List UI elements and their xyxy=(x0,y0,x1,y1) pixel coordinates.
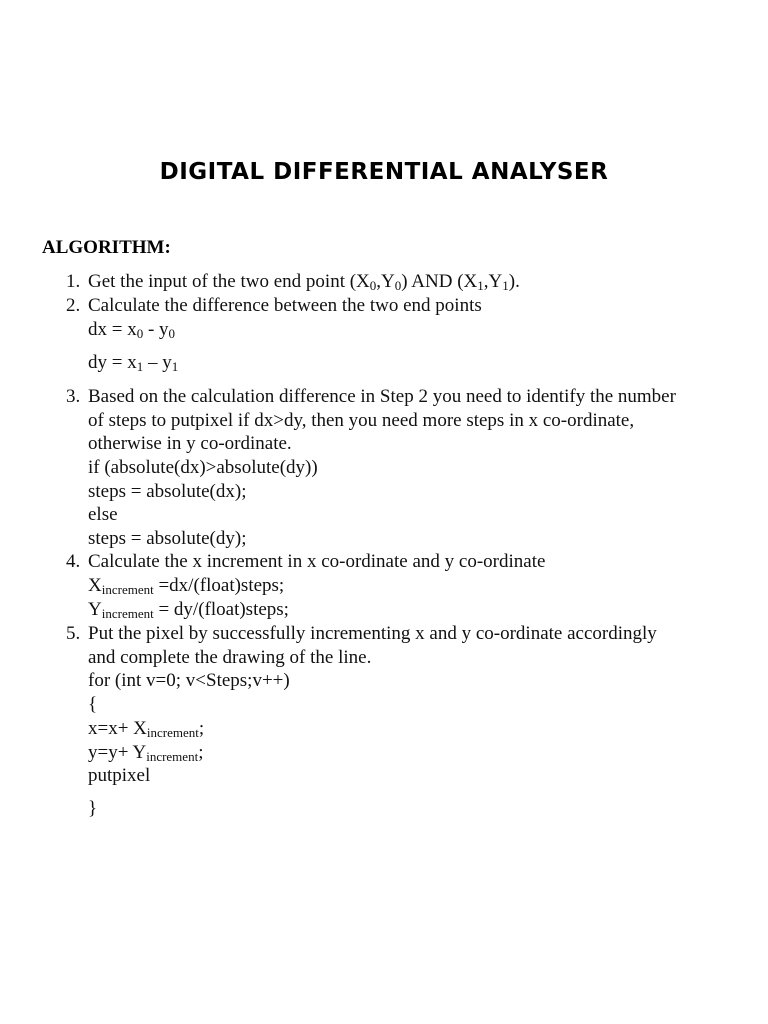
step-4-x-increment: $X_{increment}$ =dx/(float)steps; xyxy=(88,575,285,597)
step-2-number: 2. xyxy=(66,295,81,316)
step-5-line: { xyxy=(88,694,98,715)
step-1-text: Get the input of the two end point $(X_0,Y_0)$ AND $(X_1,Y_1)$. xyxy=(88,271,520,293)
step-5-line: for (int v=0; v<Steps;v++) xyxy=(88,670,290,691)
step-3-line: steps = absolute(dx); xyxy=(88,481,247,502)
step-5-y-update: $y=y+ Y_{increment}$; xyxy=(88,742,204,764)
step-5-putpixel: putpixel xyxy=(88,765,151,786)
step-4-text: Calculate the x increment in x co-ordinate and y co-ordinate xyxy=(88,551,546,572)
step-5-line: Put the pixel by successfully incrementing x and y co-ordinate accordingly xyxy=(88,623,657,644)
step-3-line: Based on the calculation difference in Step 2 you need to identify the number xyxy=(88,386,676,407)
step-3-line: otherwise in y co-ordinate. xyxy=(88,433,292,454)
step-1-number: 1. xyxy=(66,271,81,292)
step-4-y-increment: $Y_{increment}$ = dy/(float)steps; xyxy=(88,599,289,621)
step-3-line: else xyxy=(88,504,118,525)
step-2-dy-formula: dy = $x_1 - y_1$ xyxy=(88,352,179,374)
step-3-line: of steps to putpixel if dx>dy, then you need more steps in x co-ordinate, xyxy=(88,410,635,431)
page-title: DIGITAL DIFFERENTIAL ANALYSER xyxy=(159,159,609,185)
step-3-number: 3. xyxy=(66,386,81,407)
step-3-line: steps = absolute(dy); xyxy=(88,528,247,549)
step-3-line: if (absolute(dx)>absolute(dy)) xyxy=(88,457,318,478)
step-5-line: and complete the drawing of the line. xyxy=(88,647,372,668)
step-5-x-update: $x=x+ X_{increment}$; xyxy=(88,718,205,740)
step-2-text: Calculate the difference between the two end points xyxy=(88,295,482,316)
step-2-dx-formula: dx = $x_0 - y_0$ xyxy=(88,319,176,341)
algorithm-heading: ALGORITHM: xyxy=(42,237,171,258)
step-5-close-brace: } xyxy=(88,798,98,819)
step-4-number: 4. xyxy=(66,551,81,572)
step-5-number: 5. xyxy=(66,623,81,644)
